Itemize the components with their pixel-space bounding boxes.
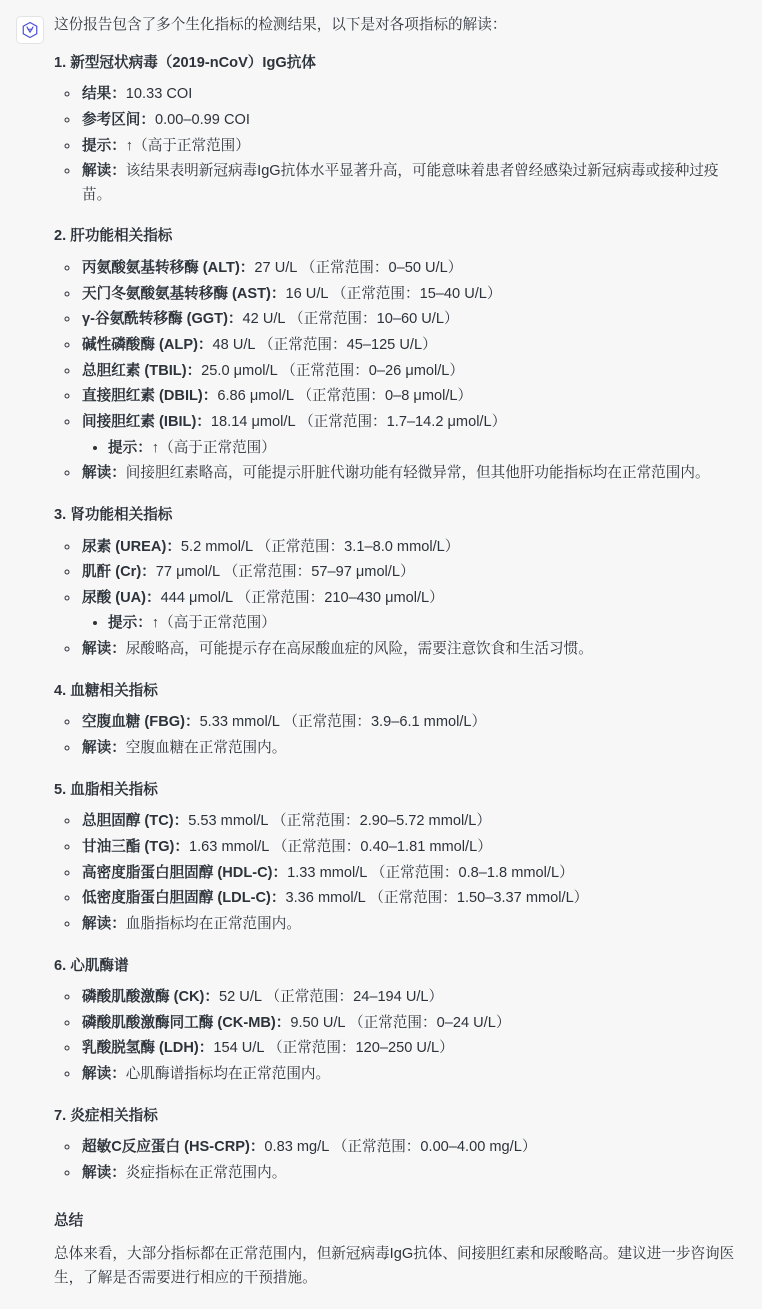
avatar-column	[14, 14, 54, 44]
list-item	[80, 986, 740, 1010]
item-value: 3.36 mmol/L （正常范围：1.50–3.37 mmol/L）	[285, 890, 589, 907]
item-label: 直接胆红素 (DBIL)：	[82, 388, 218, 405]
item-value: 心肌酶谱指标均在正常范围内。	[125, 1066, 331, 1083]
list-item	[80, 334, 740, 358]
note-item	[108, 437, 740, 461]
item-label: 乳酸脱氢酶 (LDH)：	[82, 1040, 214, 1057]
list-item	[80, 561, 740, 585]
section-title: 5. 血脂相关指标	[54, 781, 158, 798]
item-label: 参考区间：	[82, 111, 155, 128]
item-label: 丙氨酸氨基转移酶 (ALT)：	[82, 260, 255, 277]
item-label: 空腹血糖 (FBG)：	[82, 714, 200, 731]
item-value: 444 μmol/L （正常范围：210–430 μmol/L）	[160, 589, 444, 606]
avatar	[16, 16, 44, 44]
assistant-logo-icon	[21, 21, 39, 39]
item-label: 解读：	[82, 641, 126, 658]
item-label: γ-谷氨酰转移酶 (GGT)：	[82, 311, 243, 328]
item-label: 低密度脂蛋白胆固醇 (LDL-C)：	[82, 890, 286, 907]
summary-title: 总结	[54, 1212, 84, 1229]
list-item	[80, 1012, 740, 1036]
section-title: 3. 肾功能相关指标	[54, 506, 173, 523]
list-item	[80, 638, 740, 662]
section-title: 1. 新型冠状病毒（2019-nCoV）IgG抗体	[54, 54, 316, 71]
item-label: 甘油三酯 (TG)：	[82, 838, 190, 855]
item-label: 总胆固醇 (TC)：	[82, 813, 189, 830]
item-value: 25.0 μmol/L （正常范围：0–26 μmol/L）	[201, 362, 465, 379]
note-value: ↑（高于正常范围）	[151, 615, 276, 632]
intro-paragraph: 这份报告包含了多个生化指标的检测结果，以下是对各项指标的解读：	[54, 17, 507, 33]
item-value: 炎症指标在正常范围内。	[125, 1164, 287, 1181]
item-label: 解读：	[82, 915, 126, 932]
indicator-list	[54, 711, 740, 760]
item-label: 碱性磷酸酶 (ALP)：	[82, 337, 213, 354]
message-content	[54, 14, 740, 1291]
item-value: 48 U/L （正常范围：45–125 U/L）	[212, 337, 437, 354]
list-item	[80, 587, 740, 636]
item-label: 结果：	[82, 86, 126, 103]
list-item	[80, 135, 740, 159]
indicator-list	[54, 1136, 740, 1185]
item-label: 解读：	[82, 1066, 126, 1083]
list-item	[80, 913, 740, 937]
item-label: 解读：	[82, 740, 126, 757]
section-title: 7. 炎症相关指标	[54, 1107, 158, 1124]
item-value: 该结果表明新冠病毒IgG抗体水平显著升高，可能意味着患者曾经感染过新冠病毒或接种过疫苗。	[82, 163, 719, 203]
list-item	[80, 1063, 740, 1087]
item-label: 肌酐 (Cr)：	[82, 564, 156, 581]
indicator-list	[54, 536, 740, 662]
note-list	[82, 437, 740, 461]
item-value: 尿酸略高，可能提示存在高尿酸血症的风险，需要注意饮食和生活习惯。	[125, 641, 593, 658]
list-item	[80, 862, 740, 886]
item-label: 解读：	[82, 465, 126, 482]
list-item	[80, 836, 740, 860]
list-item	[80, 83, 740, 107]
item-value: 9.50 U/L （正常范围：0–24 U/L）	[290, 1014, 511, 1031]
item-label: 解读：	[82, 163, 126, 180]
section-title: 4. 血糖相关指标	[54, 682, 158, 699]
item-value: 6.86 μmol/L （正常范围：0–8 μmol/L）	[217, 388, 473, 405]
note-item	[108, 612, 740, 636]
note-label: 提示：	[108, 615, 152, 632]
indicator-list	[54, 83, 740, 207]
section-title: 2. 肝功能相关指标	[54, 228, 173, 245]
item-value: 18.14 μmol/L （正常范围：1.7–14.2 μmol/L）	[210, 413, 507, 430]
item-value: 0.00–0.99 COI	[154, 111, 250, 128]
item-value: 77 μmol/L （正常范围：57–97 μmol/L）	[155, 564, 415, 581]
list-item	[80, 1162, 740, 1186]
summary-text: 总体来看，大部分指标都在正常范围内，但新冠病毒IgG抗体、间接胆红素和尿酸略高。建议进一步咨询医生，了解是否需要进行相应的干预措施。	[54, 1246, 735, 1286]
section-title: 6. 心肌酶谱	[54, 957, 129, 974]
item-value: 血脂指标均在正常范围内。	[125, 915, 301, 932]
list-item	[80, 1136, 740, 1160]
list-item	[80, 536, 740, 560]
list-item	[80, 160, 740, 207]
item-value: 16 U/L （正常范围：15–40 U/L）	[285, 285, 502, 302]
item-label: 解读：	[82, 1164, 126, 1181]
list-item	[80, 462, 740, 486]
item-label: 超敏C反应蛋白 (HS-CRP)：	[82, 1139, 265, 1156]
item-label: 总胆红素 (TBIL)：	[82, 362, 202, 379]
item-label: 天门冬氨酸氨基转移酶 (AST)：	[82, 285, 286, 302]
item-label: 提示：	[82, 137, 126, 154]
item-label: 间接胆红素 (IBIL)：	[82, 413, 211, 430]
item-value: 空腹血糖在正常范围内。	[125, 740, 287, 757]
item-value: 1.63 mmol/L （正常范围：0.40–1.81 mmol/L）	[189, 838, 492, 855]
item-value: 52 U/L （正常范围：24–194 U/L）	[219, 989, 444, 1006]
item-value: 1.33 mmol/L （正常范围：0.8–1.8 mmol/L）	[287, 864, 574, 881]
list-item	[80, 283, 740, 307]
note-list	[82, 612, 740, 636]
item-label: 磷酸肌酸激酶同工酶 (CK-MB)：	[82, 1014, 291, 1031]
list-item	[80, 360, 740, 384]
item-value: 5.2 mmol/L （正常范围：3.1–8.0 mmol/L）	[180, 538, 460, 555]
list-item	[80, 109, 740, 133]
list-item	[80, 810, 740, 834]
list-item	[80, 411, 740, 460]
item-value: 间接胆红素略高，可能提示肝脏代谢功能有轻微异常，但其他肝功能指标均在正常范围内。	[125, 465, 710, 482]
indicator-list	[54, 986, 740, 1087]
list-item	[80, 1037, 740, 1061]
note-label: 提示：	[108, 439, 152, 456]
item-value: 42 U/L （正常范围：10–60 U/L）	[242, 311, 459, 328]
item-label: 磷酸肌酸激酶 (CK)：	[82, 989, 220, 1006]
item-value: 0.83 mg/L （正常范围：0.00–4.00 mg/L）	[264, 1139, 537, 1156]
item-label: 高密度脂蛋白胆固醇 (HDL-C)：	[82, 864, 288, 881]
item-value: 154 U/L （正常范围：120–250 U/L）	[213, 1040, 454, 1057]
item-value: 27 U/L （正常范围：0–50 U/L）	[254, 260, 463, 277]
item-value: 5.33 mmol/L （正常范围：3.9–6.1 mmol/L）	[199, 714, 487, 731]
item-value: 5.53 mmol/L （正常范围：2.90–5.72 mmol/L）	[188, 813, 491, 830]
item-label: 尿素 (UREA)：	[82, 538, 181, 555]
note-value: ↑（高于正常范围）	[151, 439, 276, 456]
list-item	[80, 887, 740, 911]
list-item	[80, 257, 740, 281]
list-item	[80, 308, 740, 332]
item-value: ↑（高于正常范围）	[125, 137, 250, 154]
item-value: 10.33 COI	[125, 86, 193, 103]
sections-container	[54, 52, 740, 1186]
indicator-list	[54, 810, 740, 936]
item-label: 尿酸 (UA)：	[82, 589, 161, 606]
list-item	[80, 711, 740, 735]
list-item	[80, 737, 740, 761]
list-item	[80, 385, 740, 409]
indicator-list	[54, 257, 740, 486]
